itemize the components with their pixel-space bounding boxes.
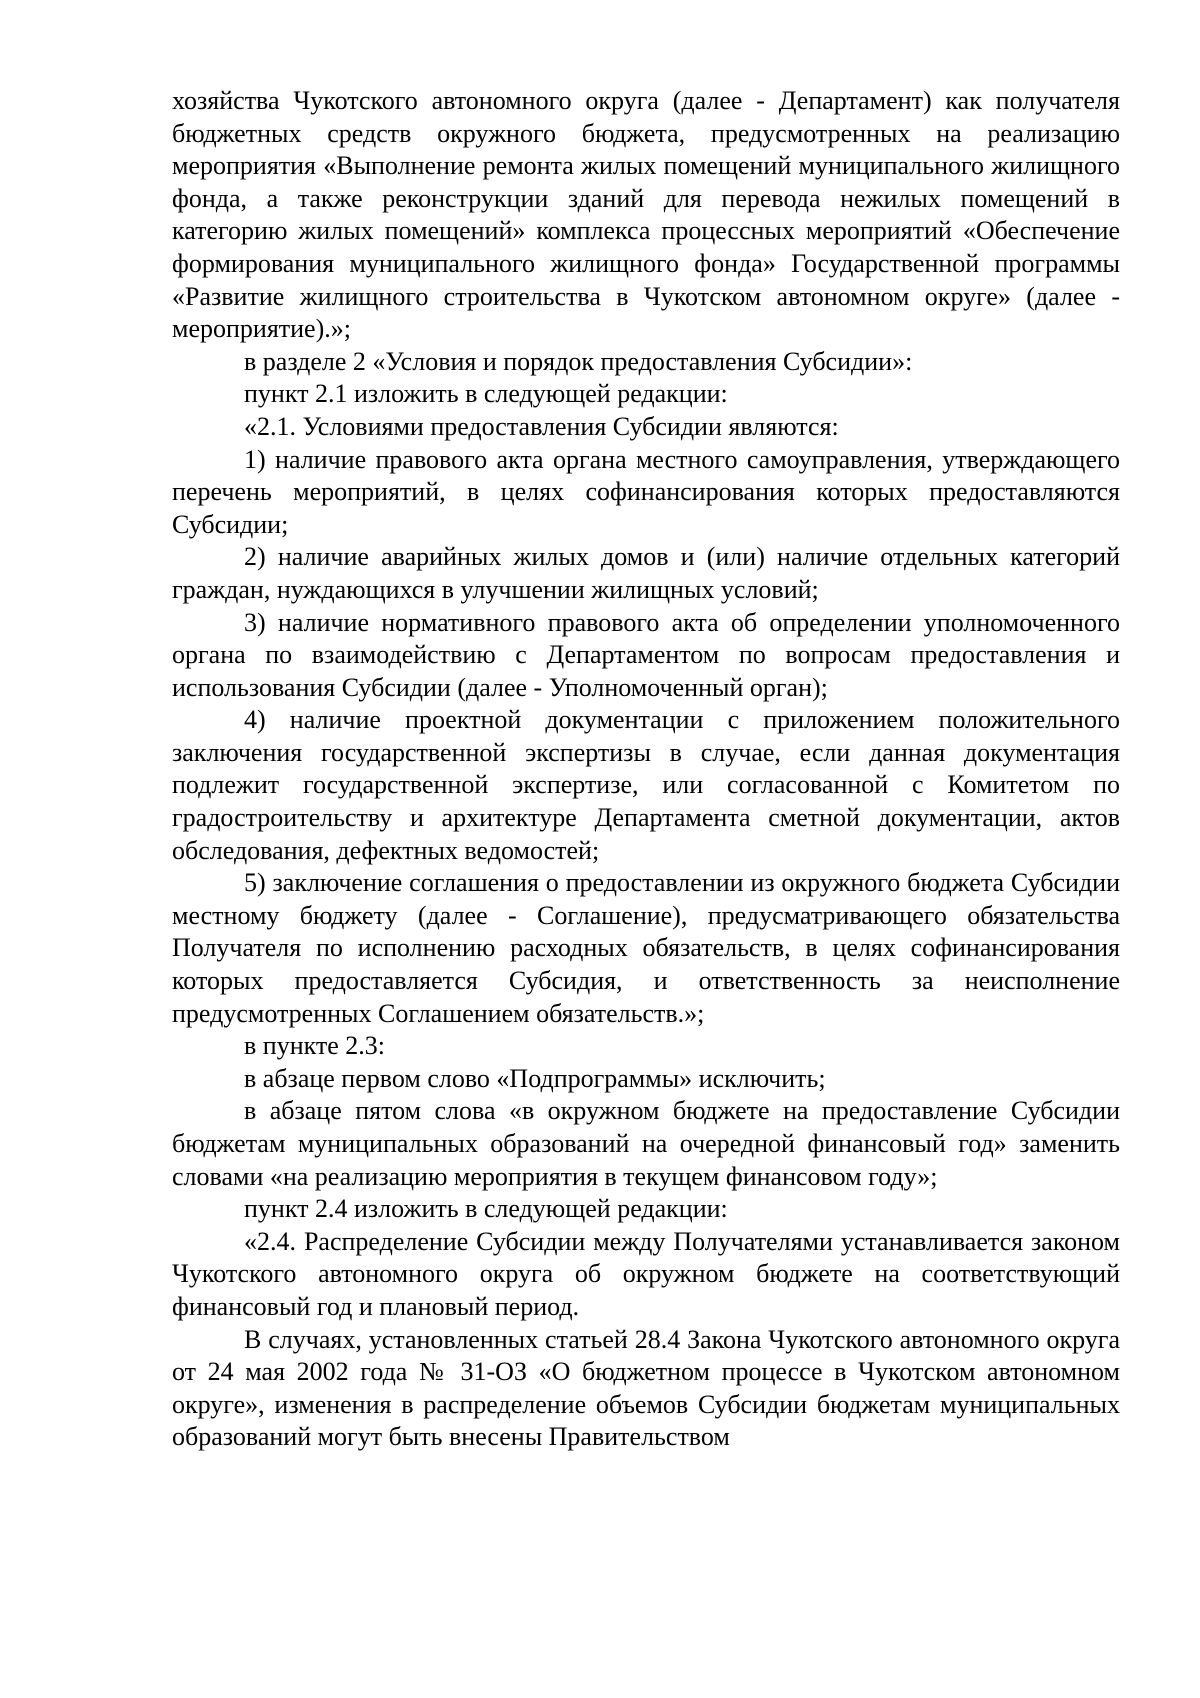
paragraph-clause-2-3-fifth-abzats: в абзаце пятом слова «в окружном бюджете на предоставление Субсидии бюджетам муниципальных образований на очередной финансовый год» заменить словами «на реализацию мероприятия в текущем финансовом году»;	[172, 1096, 1120, 1191]
paragraph-department-definition: хозяйства Чукотского автономного округа (далее - Департамент) как получателя бюджетных средств окружного бюджета, предусмотренных на реализацию мероприятия «Выполнение ремонта жилых помещений муниципального жилищного фонда, а также реконструкции зданий для перевода нежилых помещений в категорию жилых помещений» комплекса процессных мероприятий «Обеспечение формирования муниципального жилищного фонда» Государственной программы «Развитие жилищного строительства в Чукотском автономном округе» (далее - мероприятие).»;	[172, 86, 1120, 344]
paragraph-clause-2-1-intro: пункт 2.1 изложить в следующей редакции:	[244, 379, 728, 409]
paragraph-clause-2-3-intro: в пункте 2.3:	[244, 1031, 386, 1061]
list-item-condition-4: 4) наличие проектной документации с приложением положительного заключения государственной экспертизы в случае, если данная документация подлежит государственной экспертизе, или согласованной с Комитетом по градостроительству и архитектуре Департамента сметной документации, актов обследования, дефектных ведомостей;	[172, 705, 1120, 865]
paragraph-clause-2-4-cases: В случаях, установленных статьей 28.4 Закона Чукотского автономного округа от 24 мая 2002 года № 31-ОЗ «О бюджетном процессе в Чукотском автономном округе», изменения в распределение объемов Субсидии бюджетам муниципальных образований могут быть внесены Правительством	[172, 1324, 1120, 1452]
list-item-condition-3: 3) наличие нормативного правового акта об определении уполномоченного органа по взаимодействию с Департаментом по вопросам предоставления и использования Субсидии (далее - Уполномоченный орган);	[172, 607, 1120, 702]
list-item-condition-2: 2) наличие аварийных жилых домов и (или) наличие отдельных категорий граждан, нуждающихся в улучшении жилищных условий;	[172, 542, 1120, 604]
list-item-condition-5: 5) заключение соглашения о предоставлении из окружного бюджета Субсидии местному бюджету (далее - Соглашение), предусматривающего обязательства Получателя по исполнению расходных обязательств, в целях софинансирования которых предоставляется Субсидия, и ответственность за неисполнение предусмотренных Соглашением обязательств.»;	[172, 868, 1120, 1028]
paragraph-section-2-heading: в разделе 2 «Условия и порядок предоставления Субсидии»:	[244, 346, 913, 376]
list-item-condition-1: 1) наличие правового акта органа местного самоуправления, утверждающего перечень мероприятий, в целях софинансирования которых предоставляются Субсидии;	[172, 444, 1120, 539]
paragraph-clause-2-3-first-abzats: в абзаце первом слово «Подпрограммы» исключить;	[244, 1063, 826, 1093]
paragraph-clause-2-4-intro: пункт 2.4 изложить в следующей редакции:	[244, 1194, 728, 1224]
paragraph-clause-2-1-title: «2.1. Условиями предоставления Субсидии являются:	[244, 411, 839, 441]
paragraph-clause-2-4-text: «2.4. Распределение Субсидии между Получателями устанавливается законом Чукотского автономного округа об окружном бюджете на соответствующий финансовый год и плановый период.	[172, 1226, 1120, 1321]
document-body	[172, 85, 1120, 1454]
